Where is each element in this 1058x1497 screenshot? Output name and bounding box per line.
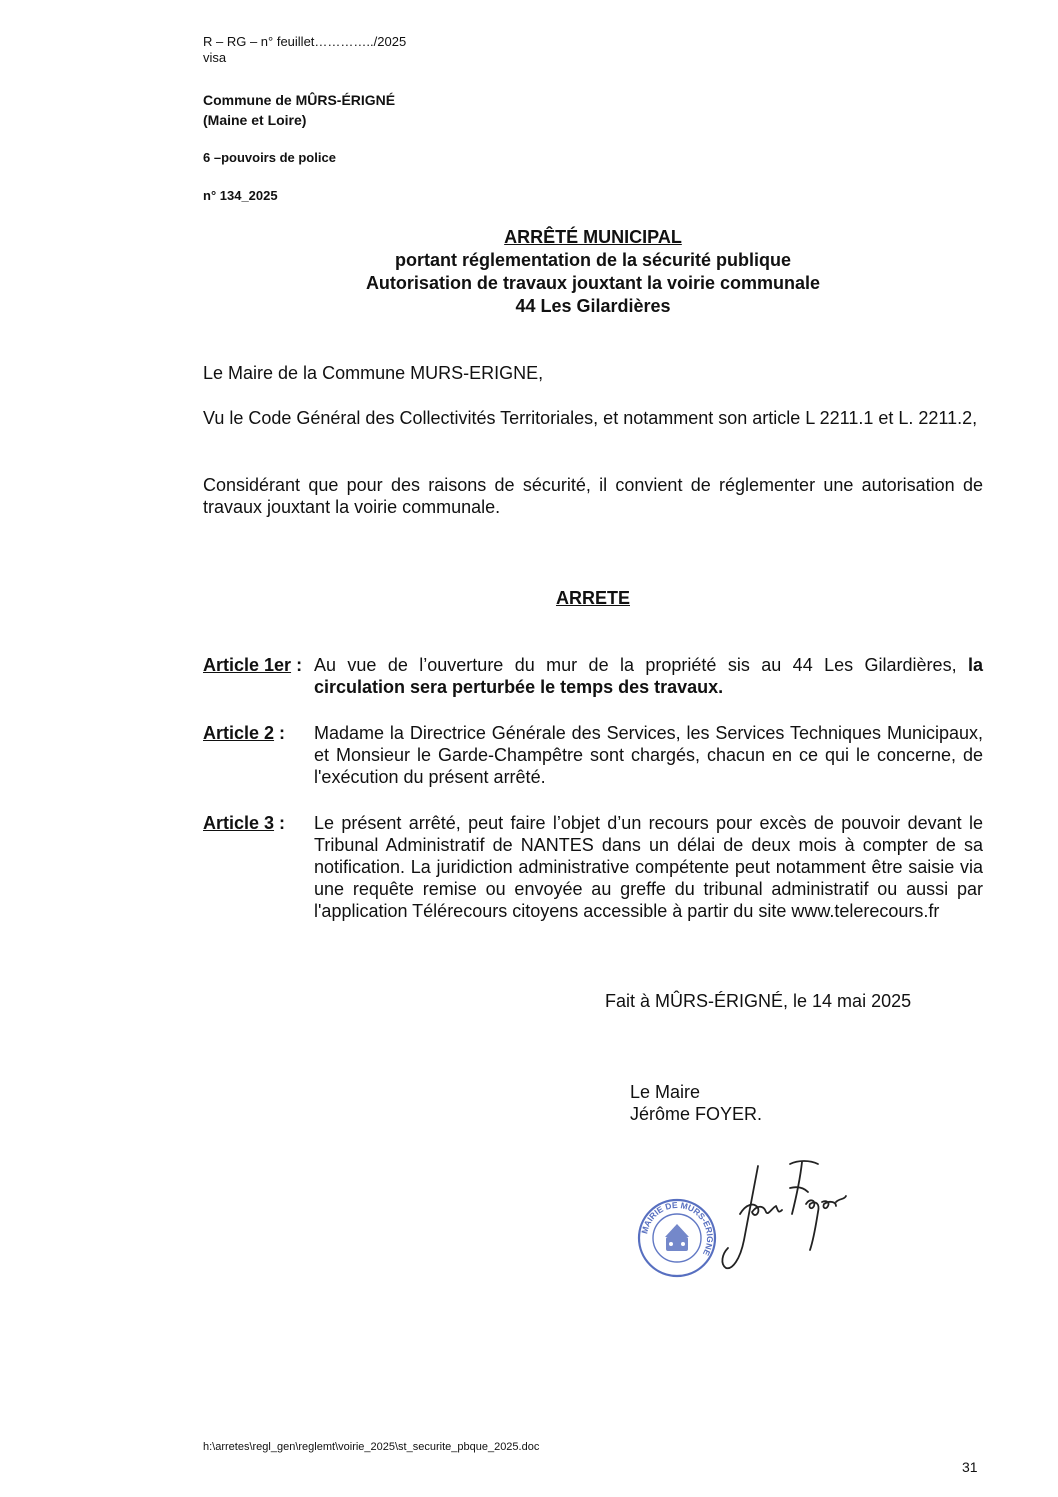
document-title: ARRÊTÉ MUNICIPAL (504, 227, 682, 247)
article-1-text (314, 654, 983, 698)
article-1-label (203, 654, 302, 676)
article-2-label (203, 722, 285, 744)
article-3-sep: : (274, 813, 286, 833)
article-2-title: Article 2 (203, 723, 275, 743)
mayor-line: Le Maire de la Commune MURS-ERIGNE, (203, 363, 544, 383)
category-label: 6 –pouvoirs de police (203, 150, 336, 165)
mayor-role: Le Maire (630, 1082, 701, 1102)
article-3-title: Article 3 (203, 813, 275, 833)
considerant-paragraph: Considérant que pour des raisons de sécurité, il convient de réglementer une autorisation de travaux jouxtant la voirie communale. (203, 475, 983, 517)
document-subtitle-3: 44 Les Gilardières (515, 296, 671, 316)
svg-text:MAIRIE DE MURS-ERIGNE: MAIRIE DE MURS-ERIGNE (639, 1199, 716, 1258)
article-1-title: Article 1er (203, 655, 292, 675)
mairie-stamp (636, 1197, 718, 1279)
document-subtitle-2: Autorisation de travaux jouxtant la voirie communale (365, 273, 821, 293)
document-subtitle-1: portant réglementation de la sécurité publique (394, 250, 792, 270)
article-1-body-bold: la circulation sera perturbée le temps des travaux. (314, 655, 983, 697)
article-2-text: Madame la Directrice Générale des Services, les Services Techniques Municipaux, et Monsieur le Garde-Champêtre sont chargés, chacun en ce qui le concerne, de l'exécution du présent arrêté. (314, 723, 983, 787)
reference-line: R – RG – n° feuillet…………../2025 (203, 34, 407, 49)
article-1-sep: : (291, 655, 303, 675)
department-name: (Maine et Loire) (203, 112, 307, 128)
file-path: h:\arretes\regl_gen\reglemt\voirie_2025\st_securite_pbque_2025.doc (203, 1441, 540, 1453)
commune-name: Commune de MÛRS-ÉRIGNÉ (203, 92, 396, 108)
place-date: Fait à MÛRS-ÉRIGNÉ, le 14 mai 2025 (605, 991, 912, 1011)
arrete-heading: ARRETE (555, 588, 630, 608)
visa-label: visa (203, 50, 227, 65)
article-3-label (203, 812, 285, 834)
arrete-number: n° 134_2025 (203, 188, 278, 203)
article-3-text: Le présent arrêté, peut faire l’objet d’un recours pour excès de pouvoir devant le Tribunal Administratif de NANTES dans un délai de deux mois à compter de sa notification. La juridiction administrative compétente peut notamment être saisie via une requête remise ou envoyée au greffe du tribunal administratif ou aussi par l'application Télérecours citoyens accessible à partir du site www.telerecours.fr (314, 813, 983, 921)
vu-paragraph: Vu le Code Général des Collectivités Territoriales, et notamment son article L 2211.1 et L. 2211.2, (203, 408, 978, 428)
article-2-sep: : (274, 723, 286, 743)
mayor-name: Jérôme FOYER. (630, 1104, 763, 1124)
page-number: 31 (962, 1459, 978, 1475)
mayor-signature (718, 1158, 853, 1276)
article-1-body: Au vue de l’ouverture du mur de la propriété sis au 44 Les Gilardières, (314, 655, 968, 675)
